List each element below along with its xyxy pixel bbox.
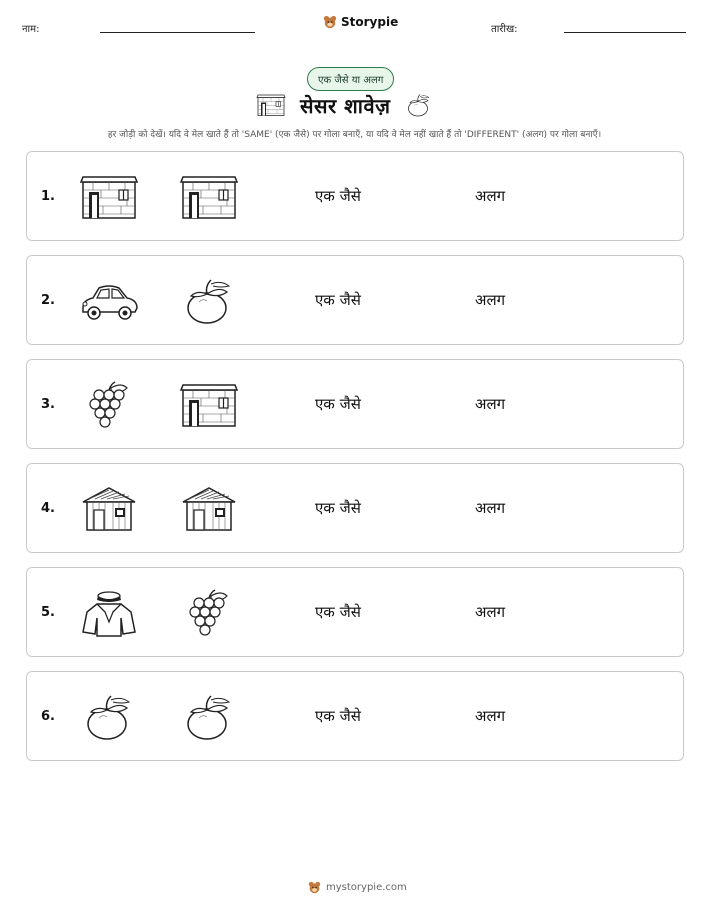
worksheet-tag: एक जैसे या अलग [307,67,394,91]
grapes-icon [79,380,139,430]
option-same[interactable]: एक जैसे [315,603,361,621]
exercise-row [26,463,684,553]
exercise-row [26,359,684,449]
date-input-line[interactable] [564,32,686,33]
footer-url[interactable]: mystorypie.com [326,882,407,893]
exercise-row [26,255,684,345]
row-number: 1. [41,189,55,204]
option-same[interactable]: एक जैसे [315,707,361,725]
grapes-icon [179,588,239,638]
car-icon [79,276,139,326]
option-same[interactable]: एक जैसे [315,187,361,205]
bear-icon [323,15,337,29]
row-number: 3. [41,397,55,412]
stone-house-icon [179,172,239,222]
option-same[interactable]: एक जैसे [315,291,361,309]
tomato-icon [179,276,239,326]
sailor-shirt-icon [79,588,139,638]
option-different[interactable]: अलग [475,499,506,517]
exercise-row [26,567,684,657]
exercise-row [26,151,684,241]
option-different[interactable]: अलग [475,395,506,413]
row-number: 5. [41,605,55,620]
name-input-line[interactable] [100,32,255,33]
option-same[interactable]: एक जैसे [315,499,361,517]
instructions: हर जोड़ी को देखें। यदि वे मेल खाते हैं तो 'SAME' (एक जैसे) पर गोला बनाएँ, या यदि वे मेल नहीं खाते हैं तो 'DIFFERENT' (अलग) पर गोला बनाएँ। [107,130,602,140]
row-number: 6. [41,709,55,724]
brand-name: Storypie [341,15,399,29]
date-label: तारीख: [491,24,518,35]
tomato-icon [79,692,139,742]
option-different[interactable]: अलग [475,187,506,205]
exercise-row [26,671,684,761]
brand-logo [323,15,398,29]
footer [308,881,407,894]
option-different[interactable]: अलग [475,291,506,309]
title-row [256,90,434,120]
stone-house-icon [256,92,286,118]
stone-house-icon [79,172,139,222]
tomato-icon [179,692,239,742]
option-same[interactable]: एक जैसे [315,395,361,413]
tomato-icon [404,90,434,120]
option-different[interactable]: अलग [475,707,506,725]
row-number: 4. [41,501,55,516]
name-label: नाम: [22,24,40,35]
row-number: 2. [41,293,55,308]
option-different[interactable]: अलग [475,603,506,621]
bear-icon [308,881,321,894]
stone-house-icon [179,380,239,430]
worksheet-title: सेसर शावेज़ [300,93,391,118]
wooden-shed-icon [79,484,139,534]
wooden-shed-icon [179,484,239,534]
